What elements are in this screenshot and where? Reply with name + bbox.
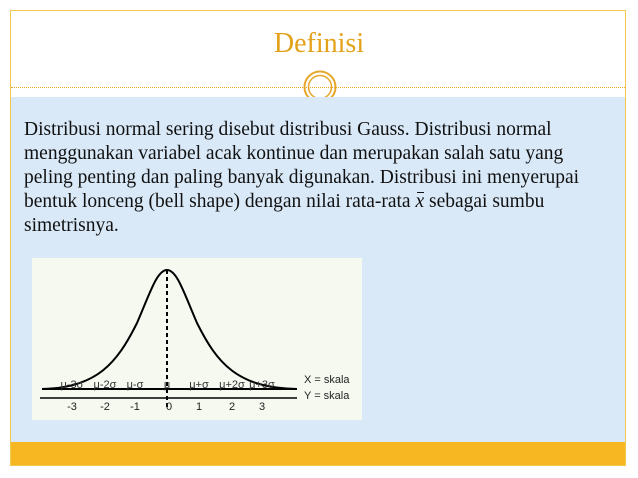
number-label: -2 <box>100 401 110 413</box>
sigma-label: μ <box>163 379 171 391</box>
definition-text: Distribusi normal sering disebut distribusi Gauss. Distribusi normal menggunakan variabel acak kontinue dan merupakan salah satu yang peling penting dan paling banyak digunakan. Distribusi ini menyerupai bentuk lonceng (bell shape) dengan nilai rata-rata <box>24 119 580 212</box>
slide-title: Definisi <box>273 28 365 59</box>
number-label: 3 <box>258 401 266 413</box>
sigma-label: μ-σ <box>126 379 144 391</box>
sigma-label: μ-2σ <box>93 379 117 391</box>
definition-text-end: sebagai sumbu simetrisnya. <box>24 191 545 236</box>
number-label: -1 <box>130 401 140 413</box>
sigma-label: μ+2σ <box>219 379 245 391</box>
footer-bar <box>11 442 625 465</box>
x-bar-symbol: x <box>415 191 425 212</box>
normal-distribution-figure <box>32 258 362 420</box>
definition-paragraph <box>24 118 616 238</box>
number-label: 0 <box>165 401 173 413</box>
legend-x: X = skala <box>304 374 350 386</box>
number-label: -3 <box>67 401 77 413</box>
sigma-label: μ+σ <box>189 379 209 391</box>
legend-y: Y = skala <box>304 390 350 402</box>
title-divider <box>11 87 625 88</box>
number-label: 1 <box>195 401 203 413</box>
sigma-label: μ+3σ <box>249 379 275 391</box>
number-label: 2 <box>228 401 236 413</box>
sigma-label: μ-3σ <box>60 379 84 391</box>
bell-curve <box>42 270 297 389</box>
